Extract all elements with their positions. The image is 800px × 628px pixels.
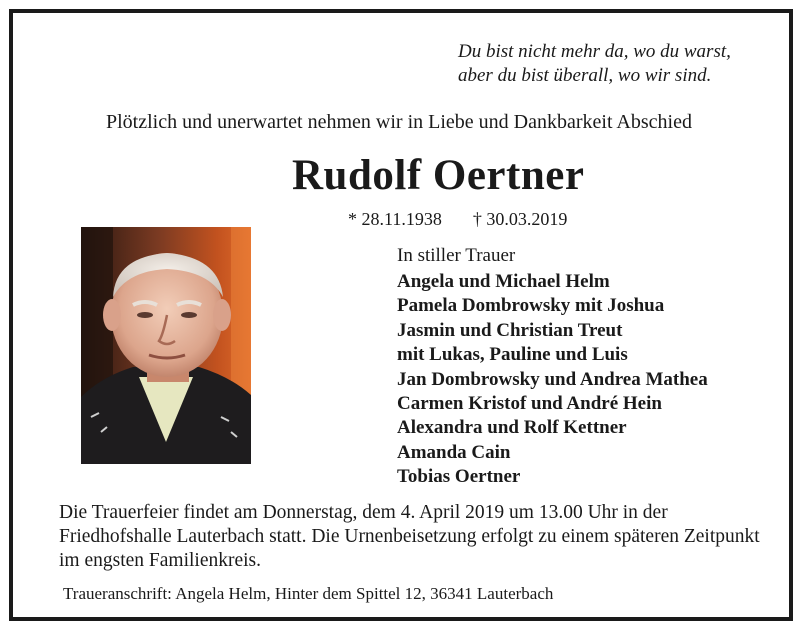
quote-line-1: Du bist nicht mehr da, wo du warst,: [458, 41, 731, 62]
mourner-name: Carmen Kristof und André Hein: [397, 393, 662, 415]
mourner-name: Alexandra und Rolf Kettner: [397, 417, 627, 439]
mourner-name: Jasmin und Christian Treut: [397, 319, 623, 341]
deceased-name: Rudolf Oertner: [292, 152, 585, 199]
obituary-frame: [9, 9, 793, 621]
mourner-name: mit Lukas, Pauline und Luis: [397, 344, 628, 366]
quote-line-2: aber du bist überall, wo wir sind.: [458, 65, 712, 86]
mourning-address: Traueranschrift: Angela Helm, Hinter dem Spittel 12, 36341 Lauterbach: [63, 584, 554, 603]
mourning-heading: In stiller Trauer: [397, 245, 516, 266]
mourner-name: Tobias Oertner: [397, 466, 521, 488]
intro-text: Plötzlich und unerwartet nehmen wir in Liebe und Dankbarkeit Abschied: [106, 111, 692, 133]
mourner-name: Amanda Cain: [397, 441, 511, 463]
mourner-name: Angela und Michael Helm: [397, 271, 610, 292]
mourner-name: Jan Dombrowsky und Andrea Mathea: [397, 368, 708, 390]
mourner-name: Pamela Dombrowsky mit Joshua: [397, 295, 665, 317]
funeral-info: Die Trauerfeier findet am Donnerstag, dem 4. April 2019 um 13.00 Uhr in der Friedhofshalle Lauterbach statt. Die Urnenbeisetzung erfolgt zu einem späteren Zeitpunkt im engsten Familienkreis.: [59, 502, 760, 571]
mourners-list: [397, 270, 708, 490]
quote: [458, 40, 731, 88]
portrait-photo: [81, 227, 251, 464]
death-date: † 30.03.2019: [472, 209, 568, 229]
birth-date: * 28.11.1938: [348, 209, 442, 229]
life-dates: [348, 209, 567, 230]
